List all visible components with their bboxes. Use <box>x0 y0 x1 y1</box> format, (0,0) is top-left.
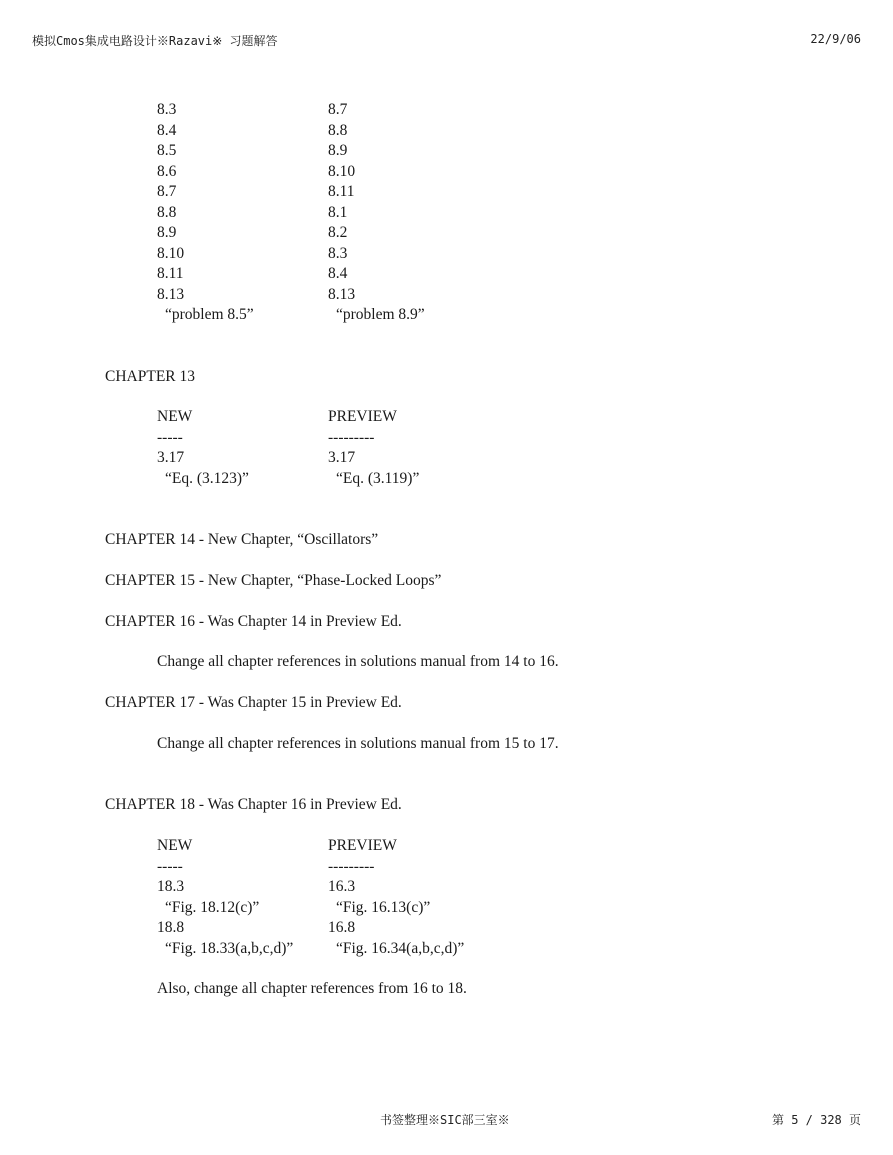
preview-cell: 8.2 <box>328 224 348 241</box>
preview-cell: 8.7 <box>328 101 348 118</box>
new-cell: 18.3 <box>157 878 185 895</box>
preview-cell: 16.8 <box>328 919 356 936</box>
new-cell: 18.8 <box>157 919 185 936</box>
preview-cell: 8.9 <box>328 142 348 159</box>
new-cell: 8.3 <box>157 101 177 118</box>
preview-column-header: PREVIEW <box>328 837 397 854</box>
new-cell: 8.8 <box>157 203 177 221</box>
preview-cell: 8.1 <box>328 203 348 221</box>
preview-cell: 8.8 <box>328 121 348 139</box>
document-header-title: 模拟Cmos集成电路设计※Razavi※ 习题解答 <box>32 34 278 48</box>
document-footer-bookmark: 书签整理※SIC部三室※ <box>380 1113 510 1127</box>
new-divider: ----- <box>157 428 183 446</box>
preview-cell: 8.3 <box>328 244 348 262</box>
new-cell: 3.17 <box>157 449 185 466</box>
chapter18-heading: CHAPTER 18 - Was Chapter 16 in Preview Ed. <box>105 796 402 813</box>
preview-cell: 8.4 <box>328 265 348 282</box>
preview-divider: --------- <box>328 428 375 446</box>
chapter18-note: Also, change all chapter references from 16 to 18. <box>157 980 467 997</box>
preview-cell: “Eq. (3.119)” <box>336 469 420 487</box>
chapter15-heading: CHAPTER 15 - New Chapter, “Phase-Locked Loops” <box>105 572 442 589</box>
new-cell: 8.11 <box>157 265 184 282</box>
preview-divider: --------- <box>328 857 375 875</box>
new-divider: ----- <box>157 857 183 875</box>
chapter17-heading: CHAPTER 17 - Was Chapter 15 in Preview Ed. <box>105 694 402 711</box>
new-cell: “Fig. 18.33(a,b,c,d)” <box>165 939 294 957</box>
preview-cell: “Fig. 16.13(c)” <box>336 898 431 916</box>
chapter16-heading: CHAPTER 16 - Was Chapter 14 in Preview Ed. <box>105 613 402 630</box>
document-header-date: 22/9/06 <box>810 32 861 46</box>
new-cell: 8.10 <box>157 244 185 262</box>
chapter16-note: Change all chapter references in solutions manual from 14 to 16. <box>157 653 559 670</box>
chapter13-heading: CHAPTER 13 <box>105 368 195 385</box>
preview-cell: “problem 8.9” <box>336 306 425 323</box>
chapter14-heading: CHAPTER 14 - New Chapter, “Oscillators” <box>105 531 379 548</box>
preview-cell: “Fig. 16.34(a,b,c,d)” <box>336 939 465 957</box>
preview-cell: 8.11 <box>328 183 355 200</box>
preview-cell: 16.3 <box>328 878 356 895</box>
chapter17-note: Change all chapter references in solutions manual from 15 to 17. <box>157 735 559 752</box>
new-cell: 8.9 <box>157 224 177 241</box>
new-cell: 8.4 <box>157 121 177 139</box>
new-cell: 8.5 <box>157 142 177 159</box>
preview-cell: 8.10 <box>328 162 356 180</box>
new-column-header: NEW <box>157 837 193 854</box>
new-cell: “Fig. 18.12(c)” <box>165 898 260 916</box>
new-cell: 8.6 <box>157 162 177 180</box>
page-number: 第 5 / 328 页 <box>771 1113 861 1127</box>
new-cell: 8.13 <box>157 285 185 303</box>
new-column-header: NEW <box>157 408 193 425</box>
preview-column-header: PREVIEW <box>328 408 397 425</box>
new-cell: 8.7 <box>157 183 177 200</box>
new-cell: “Eq. (3.123)” <box>165 469 249 487</box>
preview-cell: 3.17 <box>328 449 356 466</box>
preview-cell: 8.13 <box>328 285 356 303</box>
new-cell: “problem 8.5” <box>165 306 254 323</box>
